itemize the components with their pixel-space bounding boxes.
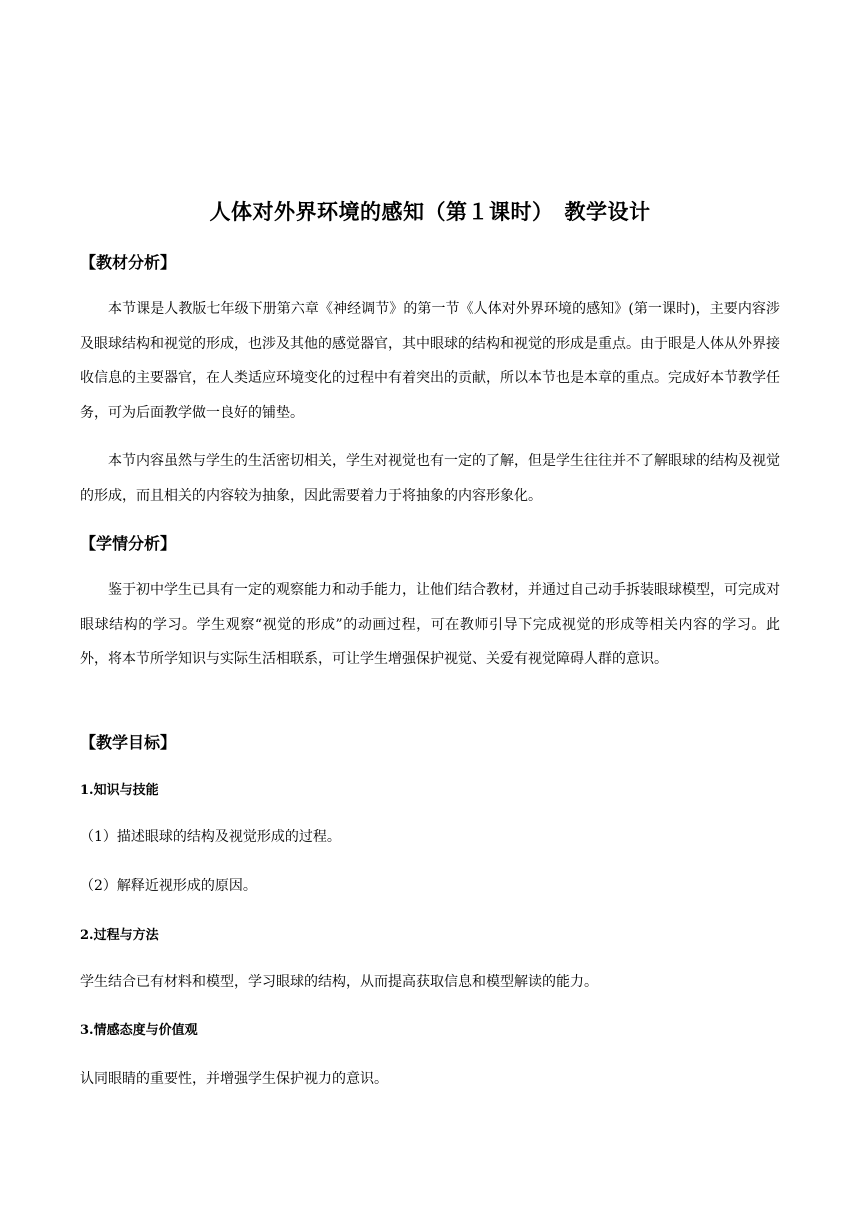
goal-item-2: （2）解释近视形成的原因。 [80, 878, 257, 894]
section-heading-teaching-goals: 【教学目标】 [80, 733, 177, 752]
process-methods-text: 学生结合已有材料和模型，学习眼球的结构，从而提高获取信息和模型解读的能力。 [80, 974, 598, 990]
section-heading-textbook-analysis: 【教材分析】 [80, 253, 177, 272]
emotion-values-text: 认同眼睛的重要性，并增强学生保护视力的意识。 [80, 1071, 388, 1087]
document-title: 人体对外界环境的感知（第１课时） 教学设计 [209, 199, 651, 224]
paragraph-student-analysis-1: 鉴于初中学生已具有一定的观察能力和动手能力，让他们结合教材，并通过自己动手拆装眼球模型，可完成对眼球结构的学习。学生观察“视觉的形成”的动画过程，可在教师引导下完成视觉的形成等相关内容的学习。此外，将本节所学知识与实际生活相联系，可让学生增强保护视觉、关爱有视觉障碍人群的意识。 [80, 582, 780, 667]
document-page [80, 0, 780, 1216]
section-heading-student-analysis: 【学情分析】 [80, 534, 177, 553]
subheading-process-methods: 2.过程与方法 [80, 928, 159, 943]
subheading-emotion-values: 3.情感态度与价值观 [80, 1023, 198, 1038]
paragraph-textbook-analysis-1: 本节课是人教版七年级下册第六章《神经调节》的第一节《人体对外界环境的感知》(第一课时)，主要内容涉及眼球结构和视觉的形成，也涉及其他的感觉器官，其中眼球的结构和视觉的形成是重点。由于眼是人体从外界接收信息的主要器官，在人类适应环境变化的过程中有着突出的贡献，所以本节也是本章的重点。完成好本节教学任务，可为后面教学做一良好的铺垫。 [80, 301, 780, 421]
goal-item-1: （1）描述眼球的结构及视觉形成的过程。 [80, 829, 341, 845]
subheading-knowledge-skills: 1.知识与技能 [80, 783, 159, 798]
paragraph-textbook-analysis-2: 本节内容虽然与学生的生活密切相关，学生对视觉也有一定的了解，但是学生往往并不了解眼球的结构及视觉的形成，而且相关的内容较为抽象，因此需要着力于将抽象的内容形象化。 [80, 453, 780, 504]
